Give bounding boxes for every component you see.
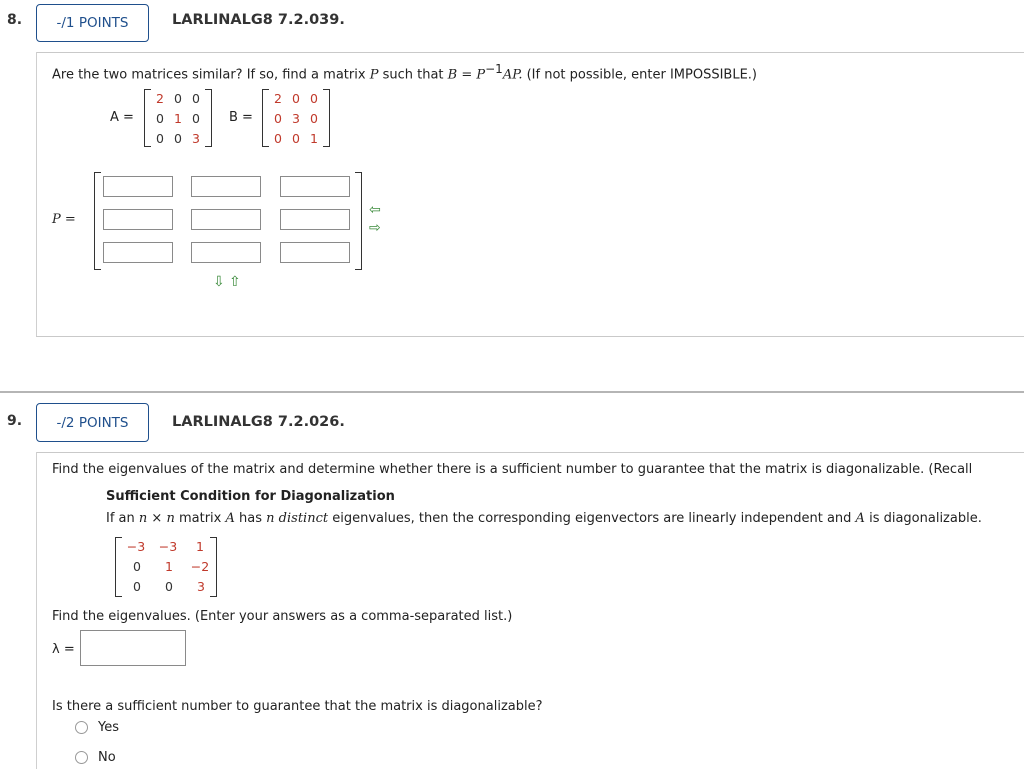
panel-border bbox=[36, 52, 37, 337]
matrix-b-entry: 2 bbox=[274, 91, 282, 106]
question-prompt: Find the eigenvalues of the matrix and determine whether there is a sufficient number to guarantee that the matrix is diagonalizable. (Recall bbox=[52, 462, 973, 477]
eigen-matrix-entry: −3 bbox=[158, 539, 178, 554]
eigenvalues-prompt: Find the eigenvalues. (Enter your answers as a comma-separated list.) bbox=[52, 609, 513, 624]
matrix-b-label: B = bbox=[229, 110, 253, 125]
matrix-a-entry: 3 bbox=[192, 131, 200, 146]
panel-border bbox=[36, 452, 37, 769]
question-prompt: Are the two matrices similar? If so, find a matrix P such that $B = P^{-1}AP$. (If not possible, enter IMPOSSIBLE.) bbox=[52, 62, 757, 83]
matrix-a-entry: 0 bbox=[156, 131, 164, 146]
matrix-p-input-r3c3[interactable] bbox=[280, 242, 350, 263]
header-divider bbox=[36, 52, 1024, 53]
header-divider bbox=[36, 452, 1024, 453]
matrix-a bbox=[144, 89, 212, 147]
matrix-b bbox=[262, 89, 330, 147]
matrix-p-input-r3c2[interactable] bbox=[191, 242, 261, 263]
question-separator bbox=[0, 391, 1024, 393]
radio-no[interactable] bbox=[75, 751, 88, 764]
matrix-p-input-r3c1[interactable] bbox=[103, 242, 173, 263]
eigen-matrix-entry: −3 bbox=[126, 539, 146, 554]
matrix-a-entry: 0 bbox=[156, 111, 164, 126]
question-code: LARLINALG8 7.2.039. bbox=[172, 12, 345, 28]
eigen-matrix bbox=[115, 537, 217, 597]
matrix-b-entry: 0 bbox=[310, 91, 318, 106]
points-button[interactable]: -/2 POINTS bbox=[36, 403, 149, 442]
matrix-a-entry: 2 bbox=[156, 91, 164, 106]
question-number: 9. bbox=[7, 413, 23, 429]
panel-bottom-divider bbox=[36, 336, 1024, 337]
matrix-a-entry: 0 bbox=[174, 131, 182, 146]
matrix-a-entry: 1 bbox=[174, 111, 182, 126]
eigen-matrix-entry: 0 bbox=[165, 579, 173, 594]
matrix-p bbox=[94, 172, 362, 270]
lambda-label: λ = bbox=[52, 642, 75, 657]
eigen-matrix-entry: 1 bbox=[165, 559, 173, 574]
matrix-p-input-r1c3[interactable] bbox=[280, 176, 350, 197]
arrow-up-icon[interactable]: ⇧ bbox=[229, 274, 241, 290]
matrix-p-input-r2c2[interactable] bbox=[191, 209, 261, 230]
eigenvalues-input[interactable] bbox=[80, 630, 186, 666]
matrix-b-entry: 3 bbox=[292, 111, 300, 126]
matrix-p-input-r2c1[interactable] bbox=[103, 209, 173, 230]
eigen-matrix-entry: −2 bbox=[190, 559, 210, 574]
radio-yes[interactable] bbox=[75, 721, 88, 734]
question-code: LARLINALG8 7.2.026. bbox=[172, 414, 345, 430]
matrix-a-entry: 0 bbox=[174, 91, 182, 106]
arrow-down-icon[interactable]: ⇩ bbox=[213, 274, 225, 290]
arrow-left-icon[interactable]: ⇦ bbox=[369, 202, 381, 218]
eigen-matrix-entry: 3 bbox=[197, 579, 205, 594]
arrow-right-icon[interactable]: ⇨ bbox=[369, 220, 381, 236]
matrix-a-entry: 0 bbox=[192, 111, 200, 126]
eigen-matrix-entry: 0 bbox=[133, 579, 141, 594]
question-number: 8. bbox=[7, 12, 23, 28]
matrix-b-entry: 0 bbox=[310, 111, 318, 126]
eigen-matrix-entry: 0 bbox=[133, 559, 141, 574]
matrix-a-label: A = bbox=[110, 110, 134, 125]
matrix-p-label: P = bbox=[52, 212, 76, 227]
matrix-b-entry: 0 bbox=[274, 111, 282, 126]
matrix-b-entry: 0 bbox=[292, 131, 300, 146]
matrix-b-entry: 1 bbox=[310, 131, 318, 146]
radio-no-label: No bbox=[98, 750, 116, 765]
points-button[interactable]: -/1 POINTS bbox=[36, 4, 149, 42]
matrix-a-entry: 0 bbox=[192, 91, 200, 106]
matrix-b-entry: 0 bbox=[274, 131, 282, 146]
matrix-p-input-r1c2[interactable] bbox=[191, 176, 261, 197]
matrix-p-input-r1c1[interactable] bbox=[103, 176, 173, 197]
matrix-b-entry: 0 bbox=[292, 91, 300, 106]
radio-yes-label: Yes bbox=[98, 720, 119, 735]
eigen-matrix-entry: 1 bbox=[196, 539, 204, 554]
matrix-p-input-r2c3[interactable] bbox=[280, 209, 350, 230]
theorem-title: Sufficient Condition for Diagonalization bbox=[106, 489, 395, 504]
theorem-text: If an n × n matrix A has n distinct eigenvalues, then the corresponding eigenvectors are linearly independent and A is diagonalizable. bbox=[106, 511, 982, 526]
sufficiency-prompt: Is there a sufficient number to guarantee that the matrix is diagonalizable? bbox=[52, 699, 543, 714]
